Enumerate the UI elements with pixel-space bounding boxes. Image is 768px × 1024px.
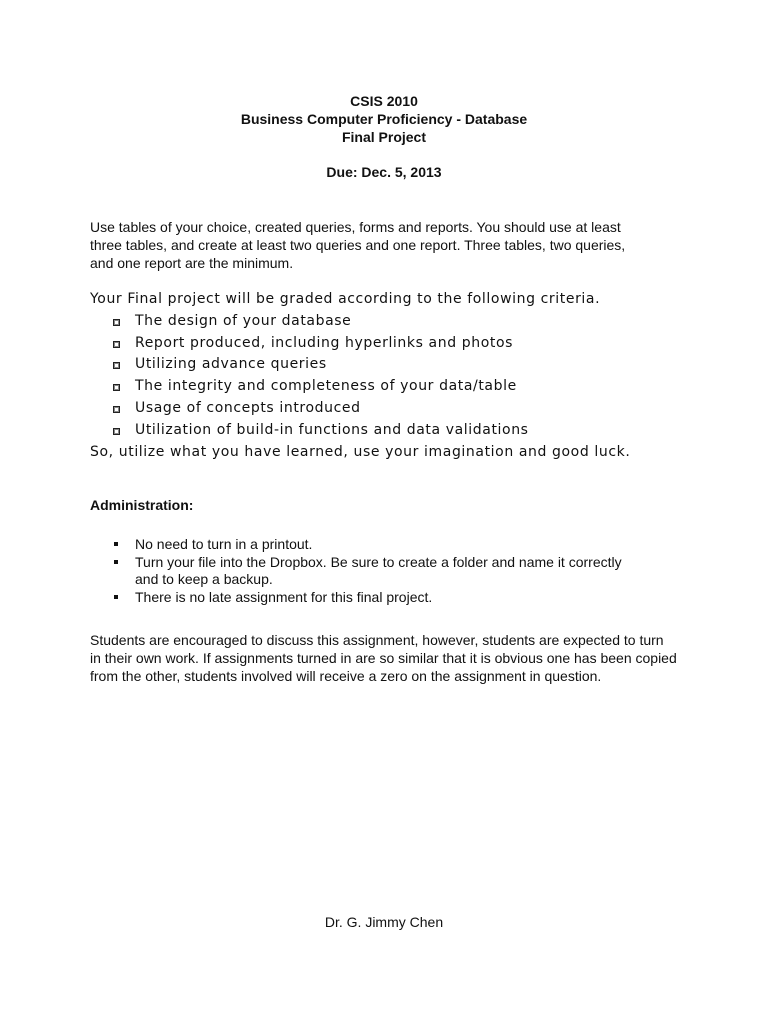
administration-item-line: and to keep a backup. [135, 571, 273, 587]
criteria-item-text: The integrity and completeness of your data/table [135, 378, 517, 395]
criteria-item-text: Report produced, including hyperlinks and photos [135, 334, 514, 351]
square-bullet-icon [114, 560, 118, 564]
criteria-list [90, 311, 730, 442]
square-bullet-icon [113, 384, 120, 391]
criteria-lead: Your Final project will be graded according to the following criteria. [90, 291, 601, 307]
course-title: Business Computer Proficiency - Database [240, 111, 528, 127]
closing-line: from the other, students involved will receive a zero on the assignment in question. [90, 668, 602, 684]
square-bullet-icon [114, 595, 118, 599]
administration-item [90, 554, 690, 589]
criteria-item [90, 376, 730, 398]
criteria-item [90, 398, 730, 420]
criteria-item-text: Utilization of build-in functions and data validations [135, 421, 529, 438]
criteria-item-text: The design of your database [135, 312, 352, 329]
administration-heading: Administration: [90, 497, 194, 513]
closing-line: Students are encouraged to discuss this assignment, however, students are expected to turn [90, 632, 664, 648]
criteria-item [90, 420, 730, 442]
intro-line: and one report are the minimum. [90, 255, 294, 271]
criteria-item [90, 333, 730, 355]
intro-line: Use tables of your choice, created queries, forms and reports. You should use at least [90, 219, 621, 235]
square-bullet-icon [114, 542, 118, 546]
criteria-item-text: Utilizing advance queries [135, 356, 327, 373]
closing-line: in their own work. If assignments turned in are so similar that it is obvious one has been copied [90, 650, 677, 666]
due-date: Due: Dec. 5, 2013 [326, 164, 442, 180]
administration-item [90, 589, 690, 607]
administration-item [90, 536, 690, 554]
signature: Dr. G. Jimmy Chen [324, 914, 444, 930]
administration-item-line: There is no late assignment for this final project. [135, 588, 433, 605]
administration-list [90, 536, 690, 606]
administration-item-line: No need to turn in a printout. [135, 536, 313, 552]
criteria-item-text: Usage of concepts introduced [135, 399, 361, 416]
grading-criteria [90, 289, 730, 463]
criteria-item [90, 354, 730, 376]
document-header [0, 92, 768, 181]
square-bullet-icon [113, 428, 120, 435]
administration-item-line: Turn your file into the Dropbox. Be sure to create a folder and name it correctly [135, 553, 622, 570]
square-bullet-icon [113, 362, 120, 369]
square-bullet-icon [113, 319, 120, 326]
criteria-item [90, 311, 730, 333]
square-bullet-icon [113, 341, 120, 348]
course-code: CSIS 2010 [350, 93, 418, 109]
intro-paragraph [90, 218, 690, 272]
criteria-closing: So, utilize what you have learned, use your imagination and good luck. [90, 443, 631, 460]
square-bullet-icon [113, 406, 120, 413]
project-title: Final Project [341, 129, 427, 145]
intro-line: three tables, and create at least two queries and one report. Three tables, two queries, [90, 237, 626, 253]
academic-integrity-paragraph [90, 631, 730, 685]
